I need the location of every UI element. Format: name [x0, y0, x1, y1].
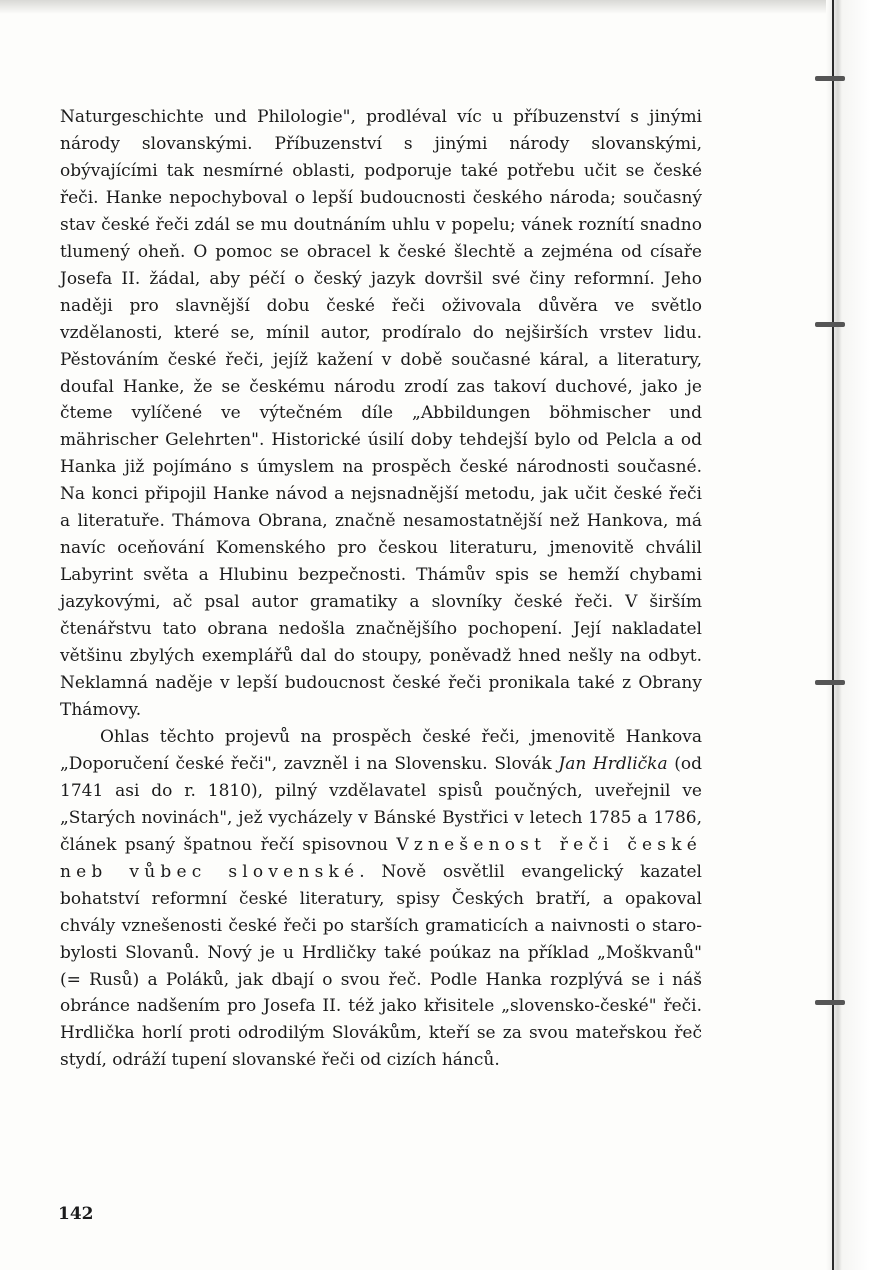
- author-name: Jan Hrdlička: [558, 753, 668, 774]
- binding-stitch: [815, 322, 845, 327]
- paragraph-1: Naturgeschichte und Philologie", prodléval víc u příbuzenství s jinými národy slovanskými. Příbuzenství s jinými národy slovanskými, obývajícími tak nesmírné oblasti, podporuje také potřebu učit se české řeči. Hanke nepochyboval o lepší budoucnosti českého národa; současný stav české řeči zdál se mu doutnáním uhlu v popelu; vánek roznítí snadno tlumený oheň. O pomoc se obracel k české šlechtě a zejména od císaře Josefa II. žádal, aby péčí o český jazyk dovršil své činy reformní. Jeho naději pro slavnější dobu české řeči oživovala důvěra ve světlo vzdělanosti, které se, mínil autor, prodíralo do nejširších vrstev lidu. Pěstováním české řeči, jejíž kažení v době současné káral, a literatury, doufal Hanke, že se českému národu zrodí zas takoví duchové, jako je čteme vylíčené ve výtečném díle „Abbildungen böhmischer und mährischer Gelehrten". Historické úsilí doby tehdejší bylo od Pelcla a od Hanka již pojímáno s úmyslem na prospěch české národnosti současné. Na konci připojil Hanke návod a nejsnadnější metodu, jak učit české řeči a literatuře. Thámova Obrana, značně nesamostatnější než Hankova, má navíc oceňování Komenského pro českou literaturu, jmenovitě chválil Labyrint světa a Hlubinu bezpečnosti. Thámův spis se hemží chybami jazykovými, ač psal autor gramatiky a slovníky české řeči. V širším čtenářstvu tato obrana nedošla značnějšího pochopení. Její nakladatel většinu zbylých exemplářů dal do stoupy, poněvadž hned nešly na odbyt. Neklamná naděje v lepší budoucnost české řeči pronikala také z Obrany Thámovy.: [60, 107, 702, 720]
- paragraph-2-part-3: . Nově osvětlil evangelický kazatel bohatství reformní české literatury, spisy Českých bratří, a opakoval chvály vznešenosti české řeči po starších gramaticích a naivnosti o starobylosti Slovanů. Nový je u Hrdličky také poúkaz na příklad „Moškvanů" (= Rusů) a Poláků, jak dbají o svou řeč. Podle Hanka rozplývá se i náš obránce nadšením pro Josefa II. též jako křisitele „slovensko-české" řeči. Hrdlička horlí proti odrodilým Slovákům, kteří se za svou mateřskou řeč stydí, odráží tupení slovanské řeči od cizích hánců.: [60, 861, 702, 1071]
- binding-stitch: [815, 76, 845, 81]
- paragraph-2-part-1: Ohlas těchto projevů na prospěch české řeči, jmenovitě Hankova „Doporučení české řeči", zavzněl i na Slovensku. Slovák: [60, 726, 702, 774]
- text-body: [60, 104, 702, 1074]
- binding-stitch: [815, 680, 845, 685]
- page-top-shadow: [0, 0, 871, 14]
- book-spine-line: [832, 0, 834, 1270]
- article-title: Vznešenost řeči české neb vůbec slovenské: [60, 834, 702, 882]
- binding-stitch: [815, 1000, 845, 1005]
- paragraph-2: [60, 724, 702, 1074]
- paragraph-2-part-2: (od 1741 asi do r. 1810), pilný vzdělavatel spisů poučných, uveřejnil ve „Starých novinách", jež vycházely v Bánské Bystřici v letech 1785 a 1786, článek psaný špatnou řečí spisovnou: [60, 753, 702, 855]
- page-number: 142: [58, 1204, 94, 1224]
